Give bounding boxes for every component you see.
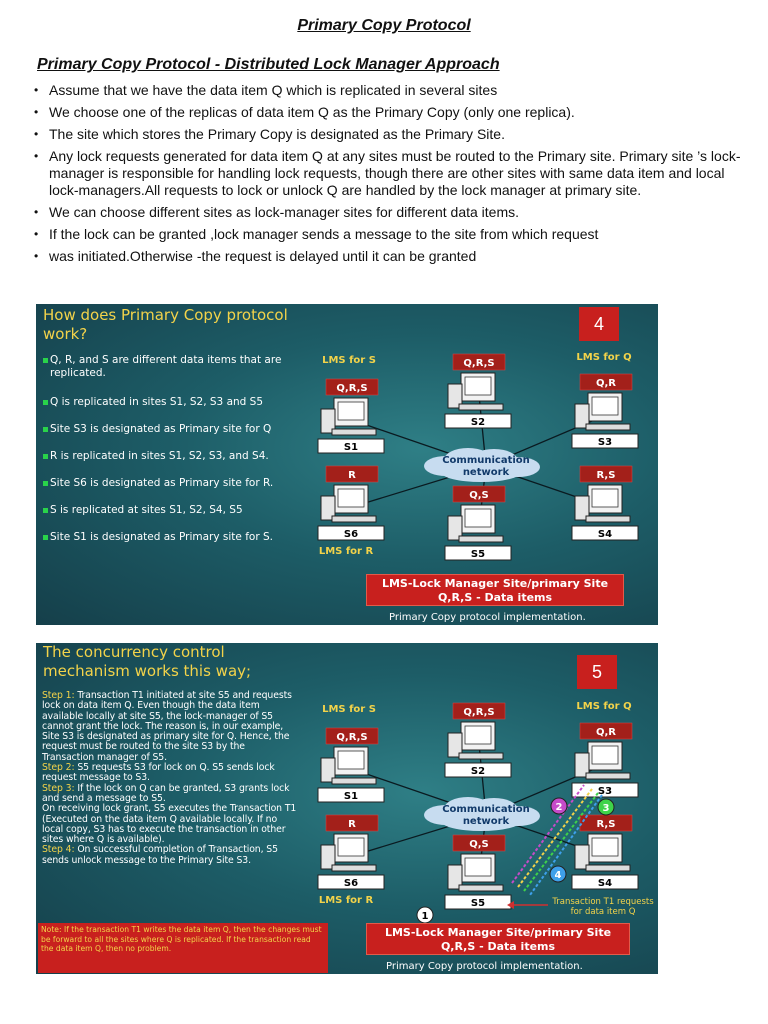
cloud-label: Communication	[442, 455, 530, 466]
site-s5	[445, 486, 511, 560]
site-s6	[318, 466, 384, 540]
bullet-item: • The site which stores the Primary Copy is designated as the Primary Site.	[30, 126, 750, 143]
bullet-item: • If the lock can be granted ,lock manager sends a message to the site from which request	[30, 226, 750, 243]
slide-title	[43, 306, 288, 344]
slide-title-line: mechanism works this way;	[43, 662, 252, 680]
site-label: S4	[597, 529, 613, 540]
site-s2	[445, 354, 511, 428]
keyboard-shape	[459, 536, 503, 542]
slide-bullet: S is replicated at sites S1, S2, S4, S5	[43, 504, 305, 517]
site-s4	[572, 466, 638, 540]
site-label: S1	[343, 442, 359, 453]
note-box: Note: If the transaction T1 writes the data item Q, then the changes must be forward to all the sites where Q is replicated. If the transaction read the data item Q, then no problem.	[38, 923, 328, 973]
slide-bullet: Site S6 is designated as Primary site for R.	[43, 477, 305, 490]
site-s2	[445, 703, 511, 777]
keyboard-shape	[332, 865, 376, 871]
slide-concurrency-mechanism	[36, 643, 658, 974]
bullet-item: • We can choose different sites as lock-manager sites for different data items.	[30, 204, 750, 221]
bullet-item: • Any lock requests generated for data item Q at any sites must be routed to the Primary site. Primary site ’s lock-manager is responsible for handling lock requests, though there are other sites with same data item and local lock-managers.All requests to lock or unlock Q are handled by the lock manager at primary site.	[30, 148, 750, 199]
bullet-item: • We choose one of the replicas of data item Q as the Primary Copy (only one replica).	[30, 104, 750, 121]
data-item-label: Q,S	[469, 490, 489, 501]
monitor-screen	[338, 402, 364, 420]
monitor-screen	[592, 838, 618, 856]
bullet-list	[30, 82, 750, 270]
data-item-label: R	[348, 819, 356, 830]
data-item-label: Q,R	[596, 378, 616, 389]
keyboard-shape	[332, 778, 376, 784]
slide-title-line: work?	[43, 325, 88, 343]
data-item-label: Q,S	[469, 839, 489, 850]
lms-label: LMS for Q	[576, 352, 632, 363]
slide-title-line: The concurrency control	[43, 643, 225, 661]
steps-text	[42, 691, 297, 866]
step-number: 3	[602, 803, 610, 814]
slide-title	[43, 643, 251, 681]
data-item-label: R,S	[596, 470, 616, 481]
monitor-screen	[465, 509, 491, 527]
site-s6	[318, 815, 384, 889]
monitor-screen	[592, 397, 618, 415]
communication-network-cloud	[424, 448, 540, 482]
site-s5	[445, 835, 511, 909]
data-item-label: Q,R	[596, 727, 616, 738]
site-label: S3	[597, 786, 613, 797]
lms-label: LMS for S	[322, 704, 376, 715]
step-number: 4	[554, 870, 562, 881]
monitor-screen	[338, 489, 364, 507]
cloud-label: network	[462, 467, 510, 478]
lms-label: LMS for S	[322, 355, 376, 366]
data-item-label: Q,R,S	[463, 707, 495, 718]
keyboard-shape	[332, 516, 376, 522]
cloud-label: network	[462, 816, 510, 827]
legend-line: LMS-Lock Manager Site/primary Site	[381, 577, 609, 590]
slide-number: 5	[577, 655, 617, 689]
slide-bullet: R is replicated in sites S1, S2, S3, and S4.	[43, 450, 305, 463]
legend-box	[366, 574, 624, 606]
slide-bullet: Q, R, and S are different data items that are replicated.	[43, 354, 305, 380]
keyboard-shape	[459, 404, 503, 410]
data-item-label: Q,R,S	[463, 358, 495, 369]
step-label: Step 3:	[42, 782, 75, 794]
keyboard-shape	[459, 885, 503, 891]
site-label: S5	[470, 898, 486, 909]
legend-box	[366, 923, 630, 955]
lms-label: LMS for R	[318, 546, 374, 557]
site-label: S1	[343, 791, 359, 802]
section-heading: Primary Copy Protocol - Distributed Lock Manager Approach	[37, 56, 500, 73]
site-s3	[572, 723, 638, 797]
bullet-item: • was initiated.Otherwise -the request is delayed until it can be granted	[30, 248, 750, 265]
page-title: Primary Copy Protocol	[297, 17, 471, 34]
lms-label: LMS for Q	[576, 701, 632, 712]
monitor-screen	[338, 751, 364, 769]
site-s1	[318, 379, 384, 453]
data-item-label: R,S	[596, 819, 616, 830]
monitor-screen	[465, 377, 491, 395]
site-label: S3	[597, 437, 613, 448]
site-label: S2	[470, 417, 486, 428]
legend-line: LMS-Lock Manager Site/primary Site	[384, 926, 612, 939]
slide-bullet-list	[43, 354, 305, 544]
slide-bullet: Site S1 is designated as Primary site for S.	[43, 531, 305, 544]
slide-caption: Primary Copy protocol implementation.	[389, 612, 586, 623]
keyboard-shape	[586, 516, 630, 522]
monitor-screen	[592, 489, 618, 507]
keyboard-shape	[332, 429, 376, 435]
site-label: S6	[343, 878, 359, 889]
data-item-label: Q,R,S	[336, 732, 368, 743]
monitor-screen	[338, 838, 364, 856]
cloud-label: Communication	[442, 804, 530, 815]
site-s1	[318, 728, 384, 802]
site-label: S2	[470, 766, 486, 777]
step-label: Step 4:	[42, 844, 75, 856]
site-label: S6	[343, 529, 359, 540]
keyboard-shape	[459, 753, 503, 759]
transaction-annotation: Transaction T1 requests for data item Q	[552, 897, 654, 917]
slide-number: 4	[579, 307, 619, 341]
bullet-item: • Assume that we have the data item Q which is replicated in several sites	[30, 82, 750, 99]
step-text: On successful completion of Transaction, S5 sends unlock message to the Primary Site S3.	[42, 844, 278, 866]
communication-network-cloud	[424, 797, 540, 831]
step-text: If the lock on Q can be granted, S3 grants lock and send a message to S5.	[42, 782, 290, 804]
keyboard-shape	[586, 424, 630, 430]
step-number: 1	[421, 911, 429, 922]
data-item-label: R	[348, 470, 356, 481]
step-text: On receiving lock grant, S5 executes the Transaction T1 (Executed on the data item Q available locally. If no local copy, S3 has to execute the transaction in other sites where Q is available).	[42, 803, 297, 846]
site-s4	[572, 815, 638, 889]
site-s3	[572, 374, 638, 448]
monitor-screen	[592, 746, 618, 764]
step-number: 2	[555, 802, 563, 813]
step-text: Transaction T1 initiated at site S5 and requests lock on data item Q. Even though the data item available locally at site S5, the lock-manager of S5 cannot grant the lock. The reason is, in our example, Site S3 is designated as primary site for Q. Hence, the request must be routed to the site S3 by the Transaction manager of S5.	[42, 690, 292, 763]
slide-how-primary-copy-works	[36, 304, 658, 625]
step-text: S5 requests S3 for lock on Q. S5 sends lock request message to S3.	[42, 762, 275, 784]
legend-line: Q,R,S - Data items	[440, 940, 556, 953]
slide-bullet: Site S3 is designated as Primary site for Q	[43, 423, 305, 436]
slide-title-line: How does Primary Copy protocol	[43, 306, 288, 324]
site-label: S4	[597, 878, 613, 889]
step-label: Step 2:	[42, 762, 75, 774]
legend-line: Q,R,S - Data items	[437, 591, 553, 604]
data-item-label: Q,R,S	[336, 383, 368, 394]
step-label: Step 1:	[42, 690, 75, 701]
lms-label: LMS for R	[318, 895, 374, 906]
site-label: S5	[470, 549, 486, 560]
monitor-screen	[465, 858, 491, 876]
monitor-screen	[465, 726, 491, 744]
slide-caption: Primary Copy protocol implementation.	[386, 961, 583, 972]
keyboard-shape	[586, 865, 630, 871]
keyboard-shape	[586, 773, 630, 779]
slide-bullet: Q is replicated in sites S1, S2, S3 and S5	[43, 396, 305, 409]
